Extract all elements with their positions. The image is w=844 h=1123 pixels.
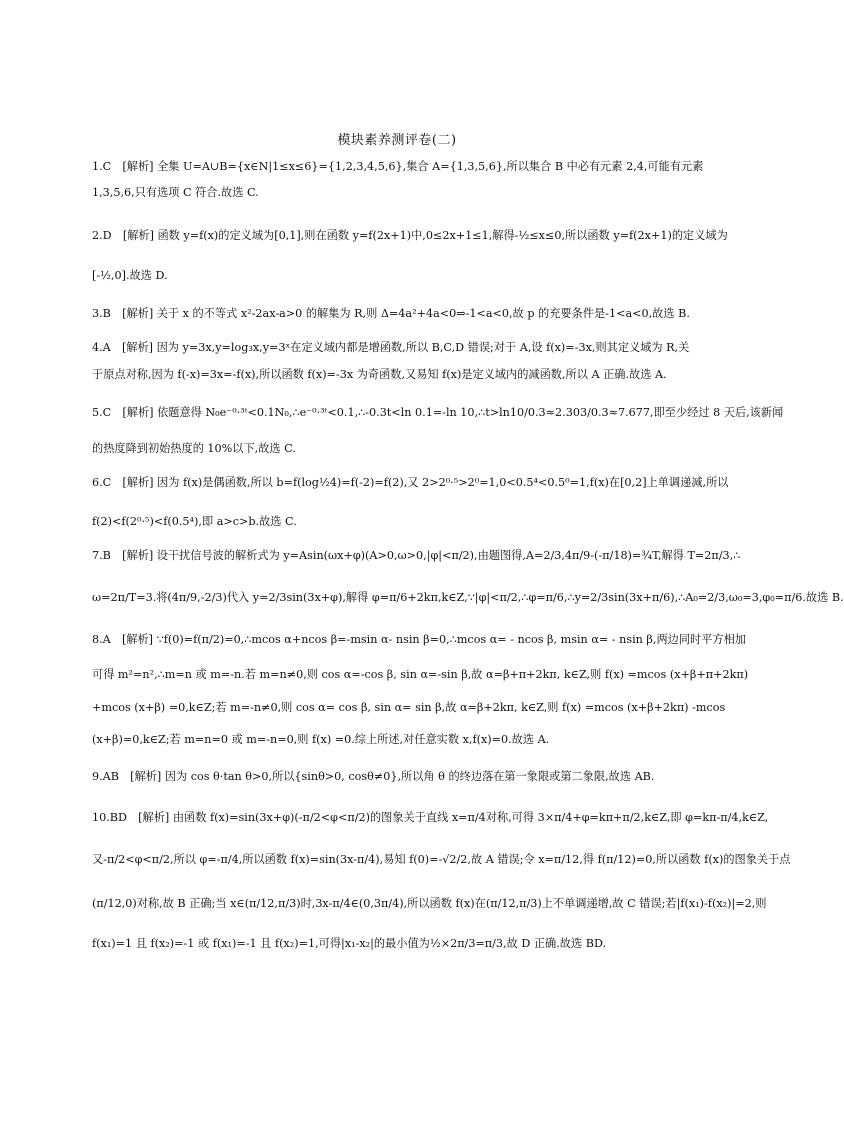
text-line: [-½,0].故选 D. (92, 269, 168, 282)
text-line: 1,3,5,6,只有选项 C 符合.故选 C. (92, 186, 259, 199)
text-line: 的热度降到初始热度的 10%以下,故选 C. (92, 442, 296, 455)
text-line: 3.B [解析] 关于 x 的不等式 x²-2ax-a>0 的解集为 R,则 Δ=4a²+4a<0⇒-1<a<0,故 p 的充要条件是-1<a<0,故选 B. (92, 307, 690, 320)
text-line: (π/12,0)对称,故 B 正确;当 x∈(π/12,π/3)时,3x-π/4∈(0,3π/4),所以函数 f(x)在(π/12,π/3)上不单调递增,故 C 错误;若|f(x₁)-f(x₂)|=2,则 (92, 897, 767, 910)
text-line: +mcos (x+β) =0,k∈Z;若 m=-n≠0,则 cos α= cos β, sin α= sin β,故 α=β+2kπ, k∈Z,则 f(x) =mcos (x+β+2kπ) -mcos (92, 701, 726, 714)
text-line: f(x₁)=1 且 f(x₂)=-1 或 f(x₁)=-1 且 f(x₂)=1,可得|x₁-x₂|的最小值为½×2π/3=π/3,故 D 正确.故选 BD. (92, 937, 607, 950)
text-line: (x+β)=0,k∈Z;若 m=n=0 或 m=-n=0,则 f(x) =0.综上所述,对任意实数 x,f(x)=0.故选 A. (92, 733, 550, 746)
text-line: f(2)<f(2⁰·⁵)<f(0.5⁴),即 a>c>b.故选 C. (92, 515, 297, 528)
text-line: 4.A [解析] 因为 y=3x,y=log₃x,y=3ˣ在定义域内都是增函数,所以 B,C,D 错误;对于 A,设 f(x)=-3x,则其定义域为 R,关 (92, 341, 690, 354)
text-line: ω=2π/T=3.将(4π/9,-2/3)代入 y=2/3sin(3x+φ),解得 φ=π/6+2kπ,k∈Z,∵|φ|<π/2,∴φ=π/6,∴y=2/3sin(3x+π/6),∴A₀=2/3,ω₀=3,φ₀=π/6.故选 B. (92, 591, 844, 604)
text-line: 7.B [解析] 设干扰信号波的解析式为 y=Asin(ωx+φ)(A>0,ω>0,|φ|<π/2),由题图得,A=2/3,4π/9-(-π/18)=¾T,解得 T=2π/3,∴ (92, 549, 741, 562)
text-line: 1.C [解析] 全集 U=A∪B={x∈N|1≤x≤6}={1,2,3,4,5,6},集合 A={1,3,5,6},所以集合 B 中必有元素 2,4,可能有元素 (92, 160, 704, 173)
text-line: 10.BD [解析] 由函数 f(x)=sin(3x+φ)(-π/2<φ<π/2)的图象关于直线 x=π/4对称,可得 3×π/4+φ=kπ+π/2,k∈Z,即 φ=kπ-π/4,k∈Z, (92, 811, 769, 824)
text-line: 又-π/2<φ<π/2,所以 φ=-π/4,所以函数 f(x)=sin(3x-π/4),易知 f(0)=-√2/2,故 A 错误;令 x=π/12,得 f(π/12)=0,所以函数 f(x)的图象关于点 (92, 853, 791, 866)
text-line: 可得 m²=n²,∴m=n 或 m=-n.若 m=n≠0,则 cos α=-cos β, sin α=-sin β,故 α=β+π+2kπ, k∈Z,则 f(x) =mcos (x+β+π+2kπ) (92, 668, 749, 681)
text-line: 2.D [解析] 函数 y=f(x)的定义域为[0,1],则在函数 y=f(2x+1)中,0≤2x+1≤1,解得-½≤x≤0,所以函数 y=f(2x+1)的定义域为 (92, 229, 728, 242)
text-line: 8.A [解析] ∵f(0)=f(π/2)=0,∴mcos α+ncos β=-msin α- nsin β=0,∴mcos α= - ncos β, msin α= - nsin β,两边同时平方相加 (92, 633, 746, 646)
text-line: 9.AB [解析] 因为 cos θ·tan θ>0,所以{sinθ>0, cosθ≠0},所以角 θ 的终边落在第一象限或第二象限,故选 AB. (92, 770, 655, 783)
page-title: 模块素养测评卷(二) (337, 133, 457, 148)
text-line: 5.C [解析] 依题意得 N₀e⁻⁰·³ᵗ<0.1N₀,∴e⁻⁰·³ᵗ<0.1,∴-0.3t<ln 0.1=-ln 10,∴t>ln10/0.3≈2.303/0.3≈7.677,即至少经过 8 天后,该新闻 (92, 406, 784, 419)
text-line: 6.C [解析] 因为 f(x)是偶函数,所以 b=f(log½4)=f(-2)=f(2),又 2>2⁰·⁵>2⁰=1,0<0.5⁴<0.5⁰=1,f(x)在[0,2]上单调递减,所以 (92, 476, 729, 489)
text-line: 于原点对称,因为 f(-x)=3x=-f(x),所以函数 f(x)=-3x 为奇函数,又易知 f(x)是定义域内的减函数,所以 A 正确.故选 A. (92, 368, 667, 381)
